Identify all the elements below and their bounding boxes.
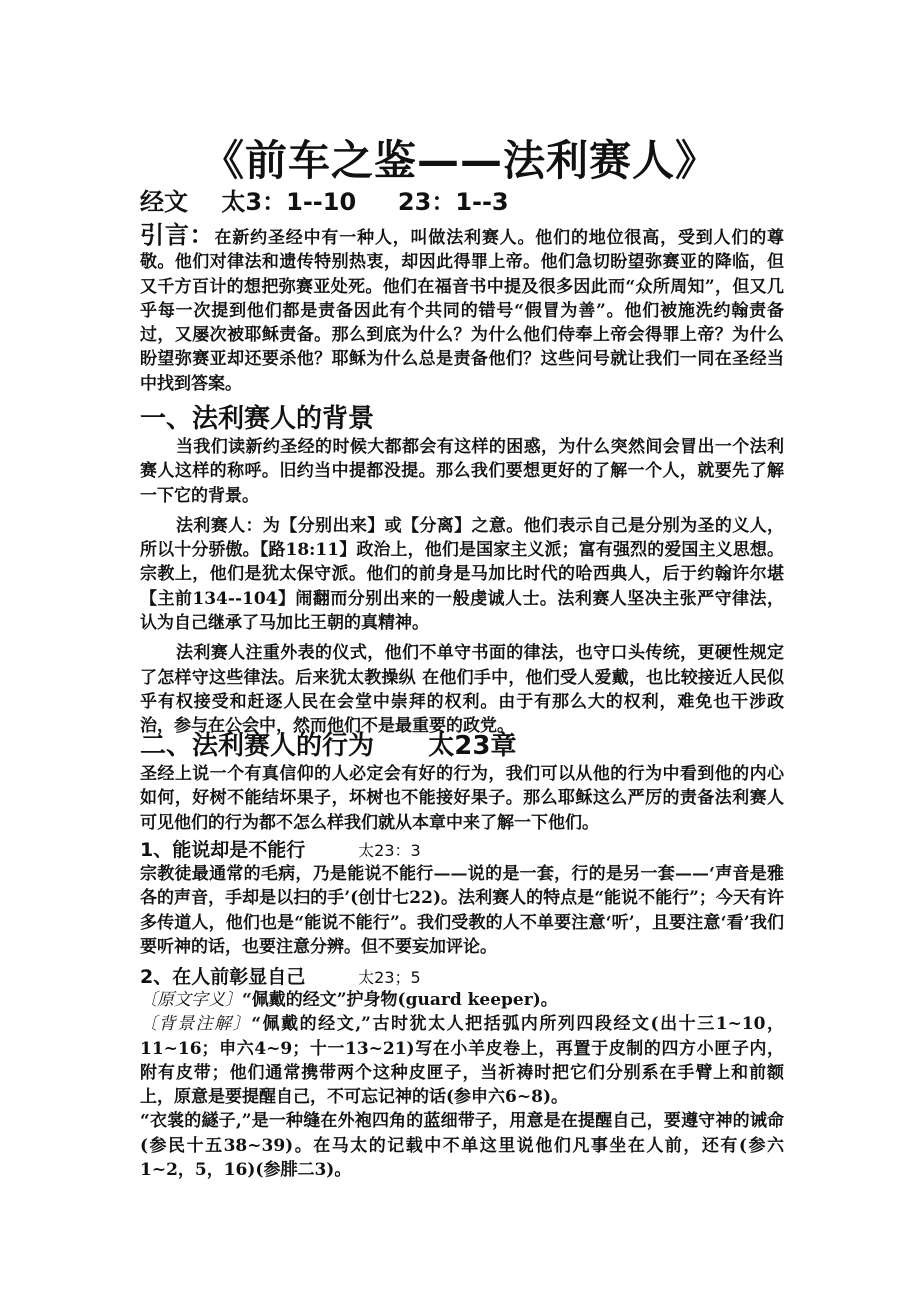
point1-title: 1、能说却是不能行 bbox=[140, 839, 306, 861]
section2-heading: 二、法利赛人的行为 太23章 bbox=[140, 731, 517, 761]
point1-heading bbox=[140, 835, 820, 862]
note2-text: “佩戴的经文,”古时犹太人把括弧内所列四段经文(出十三1~10，11~16；申六4~9；十一13~21)写在小羊皮卷上，再置于皮制的四方小匣子内，附有皮带；他们通常携带两个这种皮匣子，当祈祷时把它们分别系在手臂上和前额上，原意是要提醒自己，不可忘记神的话(参申六6~8)。 bbox=[140, 1014, 785, 1108]
note1-label: 〔原文字义〕 bbox=[140, 990, 242, 1010]
section2-intro bbox=[140, 762, 784, 835]
section1-heading: 一、法利赛人的背景 bbox=[140, 404, 375, 434]
scripture-reference: 经文 太3：1--10 23：1--3 bbox=[140, 188, 509, 216]
intro-lead: 引言： bbox=[140, 221, 215, 249]
point2-note1 bbox=[140, 988, 784, 1012]
section1-paragraph: 当我们读新约圣经的时候大都都会有这样的困惑，为什么突然间会冒出一个法利赛人这样的称呼。旧约当中提都没提。那么我们要想更好的了解一个人，就要先了解一下它的背景。 bbox=[140, 437, 784, 506]
intro-block bbox=[140, 223, 784, 396]
point2-paragraph: “衣裳的繸子,”是一种缝在外袍四角的蓝细带子，用意是在提醒自己，要遵守神的诫命(参民十五38~39)。在马太的记载中不单这里说他们凡事坐在人前，还有(参六1~2，5，16)(参腓二3)。 bbox=[140, 1111, 784, 1181]
note1-text: “佩戴的经文”护身物(guard keeper)。 bbox=[242, 990, 558, 1010]
point2-title: 2、在人前彰显自己 bbox=[140, 966, 306, 988]
section1-paragraph: 法利赛人：为【分别出来】或【分离】之意。他们表示自己是分别为圣的义人，所以十分骄傲。【路18:11】政治上，他们是国家主义派；富有强烈的爱国主义思想。宗教上，他们是犹太保守派。他们的前身是马加比时代的哈西典人，后于约翰许尔堪【主前134--104】闹翻而分别出来的一般虔诚人士。法利赛人坚决主张严守律法，认为自己继承了马加比王朝的真精神。 bbox=[140, 515, 784, 634]
intro-text: 在新约圣经中有一种人，叫做法利赛人。他们的地位很高，受到人们的尊敬。他们对律法和遗传特别热衷，却因此得罪上帝。他们急切盼望弥赛亚的降临，但又千方百计的想把弥赛亚处死。他们在福音书中提及很多因此而“众所周知”，但又几乎每一次提到他们都是责备因此有个共同的错号“假冒为善”。他们被施洗约翰责备过，又屡次被耶稣责备。那么到底为什么？为什么他们侍奉上帝会得罪上帝？为什么盼望弥赛亚却还要杀他？耶稣为什么总是责备他们？这些问号就让我们一同在圣经当中找到答案。 bbox=[140, 228, 785, 394]
section1-body bbox=[140, 435, 784, 739]
intro-paragraph bbox=[140, 223, 784, 396]
point1-paragraph: 宗教徒最通常的毛病，乃是能说不能行——说的是一套，行的是另一套——‘声音是雅各的声音，手却是以扫的手’(创廿七22)。法利赛人的特点是“能说不能行”；今天有许多传道人，他们也是“能说不能行”。我们受教的人不单要注意‘听’，且要注意‘看’我们要听神的话，也要注意分辨。但不要妄加评论。 bbox=[140, 864, 784, 957]
point2-ref: 太23；5 bbox=[358, 968, 421, 987]
section2-intro-paragraph: 圣经上说一个有真信仰的人必定会有好的行为，我们可以从他的行为中看到他的内心如何，好树不能结坏果子，坏树也不能接好果子。那么耶稣这么严厉的责备法利赛人可见他们的行为都不怎么样我们就从本章中来了解一下他们。 bbox=[140, 764, 784, 833]
section1-paragraph: 法利赛人注重外表的仪式，他们不单守书面的律法，也守口头传统，更硬性规定了怎样守这些律法。后来犹太教操纵 在他们手中，他们受人爱戴，也比较接近人民似乎有权接受和赶逐人民在会堂中崇拜的权利。由于有那么大的权利，难免也干涉政治，参与在公会中，然而他们不是最重要的政党。 bbox=[140, 643, 784, 737]
point2-note2 bbox=[140, 1012, 784, 1109]
point1-body bbox=[140, 862, 784, 959]
point2-body bbox=[140, 988, 784, 1182]
point2-heading bbox=[140, 962, 820, 989]
page-title: 《前车之鉴——法利赛人》 bbox=[201, 136, 718, 185]
note2-label: 〔背景注解〕 bbox=[140, 1014, 252, 1035]
point1-ref: 太23：3 bbox=[358, 841, 421, 860]
